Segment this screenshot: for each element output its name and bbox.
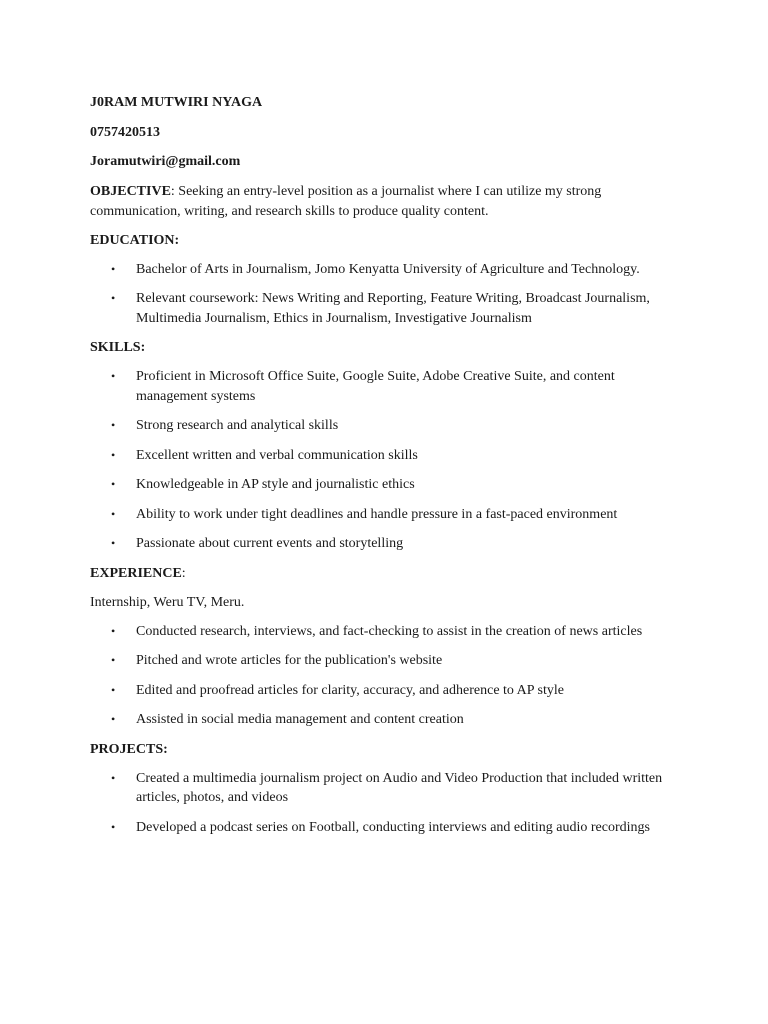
education-heading: EDUCATION: bbox=[90, 232, 180, 248]
bullet-icon: • bbox=[111, 261, 116, 276]
bullet-icon: • bbox=[111, 712, 116, 726]
list-item: • Knowledgeable in AP style and journalistic ethics bbox=[90, 475, 668, 495]
experience-list bbox=[90, 622, 668, 730]
applicant-name: J0RAM MUTWIRI NYAGA bbox=[90, 95, 263, 110]
bullet-icon: • bbox=[111, 291, 116, 305]
education-list bbox=[90, 260, 668, 329]
bullet-icon: • bbox=[111, 477, 116, 491]
list-item: • Created a multimedia journalism project on Audio and Video Production that included written articles, photos, and videos bbox=[111, 770, 663, 805]
list-item: • Proficient in Microsoft Office Suite, Google Suite, Adobe Creative Suite, and content management systems bbox=[111, 369, 615, 404]
objective-text: : Seeking an entry-level position as a journalist where I can utilize my strong communication, writing, and research skills to produce quality content. bbox=[90, 183, 602, 219]
experience-heading: EXPERIENCE: bbox=[90, 565, 186, 581]
bullet-icon: • bbox=[111, 369, 116, 383]
bullet-icon: • bbox=[111, 623, 116, 638]
list-item: • Strong research and analytical skills bbox=[90, 416, 668, 436]
bullet-icon: • bbox=[111, 682, 116, 697]
objective-paragraph bbox=[90, 182, 668, 222]
list-item: • Developed a podcast series on Football, conducting interviews and editing audio recordings bbox=[90, 818, 668, 838]
list-item: • Passionate about current events and storytelling bbox=[90, 534, 668, 554]
phone-number: 0757420513 bbox=[90, 124, 160, 140]
bullet-icon: • bbox=[111, 819, 116, 834]
bullet-icon: • bbox=[111, 418, 116, 432]
list-item: • Relevant coursework: News Writing and Reporting, Feature Writing, Broadcast Journalism, Multimedia Journalism, Ethics in Journalism, Investigative Journalism bbox=[111, 291, 650, 326]
bullet-icon: • bbox=[111, 536, 116, 550]
experience-role: Internship, Weru TV, Meru. bbox=[90, 594, 245, 610]
list-item: • Edited and proofread articles for clarity, accuracy, and adherence to AP style bbox=[90, 681, 668, 701]
list-item: • Excellent written and verbal communication skills bbox=[90, 446, 668, 466]
bullet-icon: • bbox=[111, 770, 116, 785]
list-item: • Pitched and wrote articles for the publication's website bbox=[90, 651, 668, 671]
objective-label: OBJECTIVE bbox=[90, 183, 171, 199]
list-item: • Ability to work under tight deadlines and handle pressure in a fast-paced environment bbox=[90, 505, 668, 525]
email-address: Joramutwiri@gmail.com bbox=[90, 154, 241, 169]
skills-heading: SKILLS: bbox=[90, 340, 146, 355]
list-item: • Conducted research, interviews, and fact-checking to assist in the creation of news articles bbox=[90, 622, 668, 642]
projects-heading: PROJECTS: bbox=[90, 741, 168, 757]
skills-list bbox=[90, 367, 668, 554]
list-item: • Bachelor of Arts in Journalism, Jomo Kenyatta University of Agriculture and Technology. bbox=[90, 260, 668, 280]
bullet-icon: • bbox=[111, 447, 116, 462]
list-item: • Assisted in social media management and content creation bbox=[90, 710, 668, 730]
projects-list bbox=[90, 769, 668, 838]
bullet-icon: • bbox=[111, 653, 116, 667]
bullet-icon: • bbox=[111, 506, 116, 521]
